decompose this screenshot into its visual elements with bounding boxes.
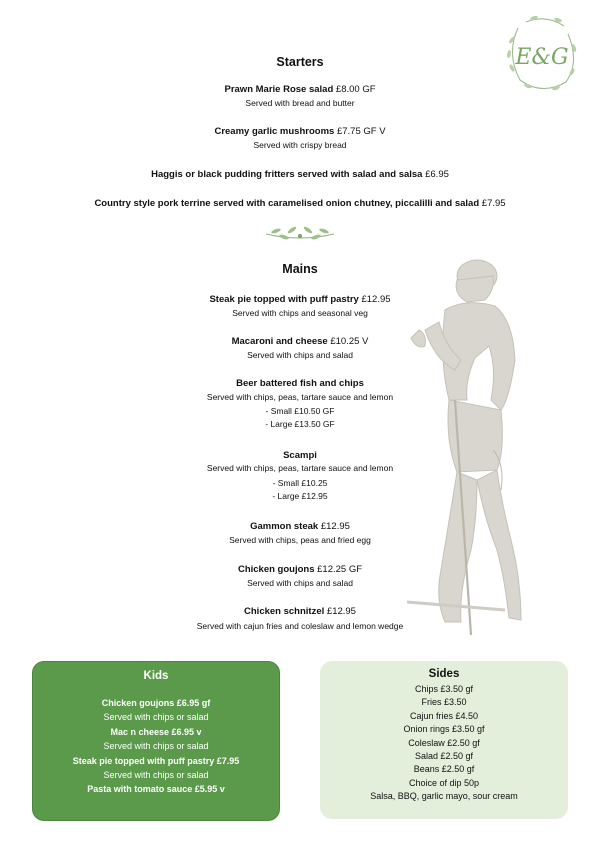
- kids-line: Pasta with tomato sauce £5.95 v: [87, 784, 225, 795]
- kids-line: Served with chips or salad: [103, 770, 209, 781]
- item-description: Served with chips and salad: [247, 578, 353, 588]
- item-description: Served with chips and seasonal veg: [232, 308, 368, 318]
- size-option: - Large £13.50 GF: [265, 419, 335, 429]
- item-description: Served with chips, peas, tartare sauce and lemon: [206, 463, 394, 473]
- item-price: £7.75 GF V: [334, 126, 386, 137]
- item-name: Country style pork terrine served with caramelised onion chutney, piccalilli and salad: [94, 198, 480, 209]
- kids-line: Served with chips or salad: [103, 712, 209, 723]
- size-options: [0, 477, 600, 503]
- sides-line: Cajun fries £4.50: [409, 710, 479, 721]
- kids-lines: [33, 696, 279, 797]
- item-price: £7.95: [479, 198, 506, 209]
- item-name: Gammon steak: [250, 521, 319, 532]
- item-description: Served with crispy bread: [253, 140, 347, 150]
- item-price: £12.95: [358, 294, 391, 305]
- item-name: Creamy garlic mushrooms: [214, 126, 335, 137]
- item-price: £12.95: [318, 521, 350, 532]
- item-name: Chicken goujons: [237, 564, 315, 575]
- kids-title: Kids: [143, 670, 169, 682]
- starters-title: Starters: [276, 55, 324, 69]
- sides-line: Salsa, BBQ, garlic mayo, sour cream: [370, 791, 518, 802]
- main-item: [0, 564, 600, 576]
- size-option: - Small £10.25: [272, 478, 328, 488]
- starter-item: [0, 198, 600, 210]
- size-options: [0, 405, 600, 431]
- sides-menu-box: [320, 661, 568, 819]
- main-item: [0, 521, 600, 533]
- sides-line: Coleslaw £2.50 gf: [408, 737, 480, 748]
- kids-line: Served with chips or salad: [103, 741, 209, 752]
- starter-item: [0, 169, 600, 181]
- size-option: - Small £10.50 GF: [265, 406, 335, 416]
- item-name: Haggis or black pudding fritters served with salad and salsa: [151, 169, 423, 180]
- item-price: £12.25 GF: [314, 564, 363, 575]
- sides-line: Beans £2.50 gf: [413, 764, 475, 775]
- item-price: £8.00 GF: [333, 84, 376, 95]
- main-item: [0, 606, 600, 618]
- item-name: Beer battered fish and chips: [236, 378, 364, 389]
- sides-line: Salad £2.50 gf: [414, 751, 474, 762]
- main-item: [0, 378, 600, 390]
- item-name: Chicken schnitzel: [244, 606, 325, 617]
- size-option: - Large £12.95: [272, 491, 328, 501]
- sides-line: Chips £3.50 gf: [414, 684, 474, 694]
- sides-line: Onion rings £3.50 gf: [403, 724, 485, 735]
- kids-menu-box: [32, 661, 280, 821]
- item-price: £6.95: [422, 169, 449, 180]
- item-description: Served with cajun fries and coleslaw and lemon wedge: [196, 621, 404, 631]
- main-item: [0, 336, 600, 348]
- item-name: Scampi: [283, 450, 317, 461]
- kids-line: Steak pie topped with puff pastry £7.95: [72, 755, 240, 766]
- item-name: Macaroni and cheese: [231, 336, 328, 347]
- sides-line: Choice of dip 50p: [408, 777, 480, 788]
- starter-item: [0, 84, 600, 96]
- mains-title: Mains: [282, 262, 318, 276]
- leaf-divider-icon: [262, 222, 338, 244]
- kids-line: Mac n cheese £6.95 v: [110, 726, 202, 737]
- item-price: £10.25 V: [327, 336, 369, 347]
- sides-line: Fries £3.50: [421, 697, 467, 708]
- main-item: [0, 450, 600, 462]
- sides-title: Sides: [428, 668, 460, 680]
- item-name: Prawn Marie Rose salad: [224, 84, 334, 95]
- item-description: Served with chips, peas and fried egg: [229, 535, 371, 545]
- item-description: Served with chips, peas, tartare sauce and lemon: [206, 392, 394, 402]
- main-item: [0, 294, 600, 306]
- sides-lines: [320, 683, 568, 804]
- item-name: Steak pie topped with puff pastry: [209, 294, 359, 305]
- item-price: £12.95: [324, 606, 356, 617]
- monogram-text: E&G: [515, 45, 569, 70]
- item-description: Served with chips and salad: [247, 350, 353, 360]
- item-description: Served with bread and butter: [245, 98, 355, 108]
- kids-line: Chicken goujons £6.95 gf: [101, 698, 211, 708]
- starter-item: [0, 126, 600, 138]
